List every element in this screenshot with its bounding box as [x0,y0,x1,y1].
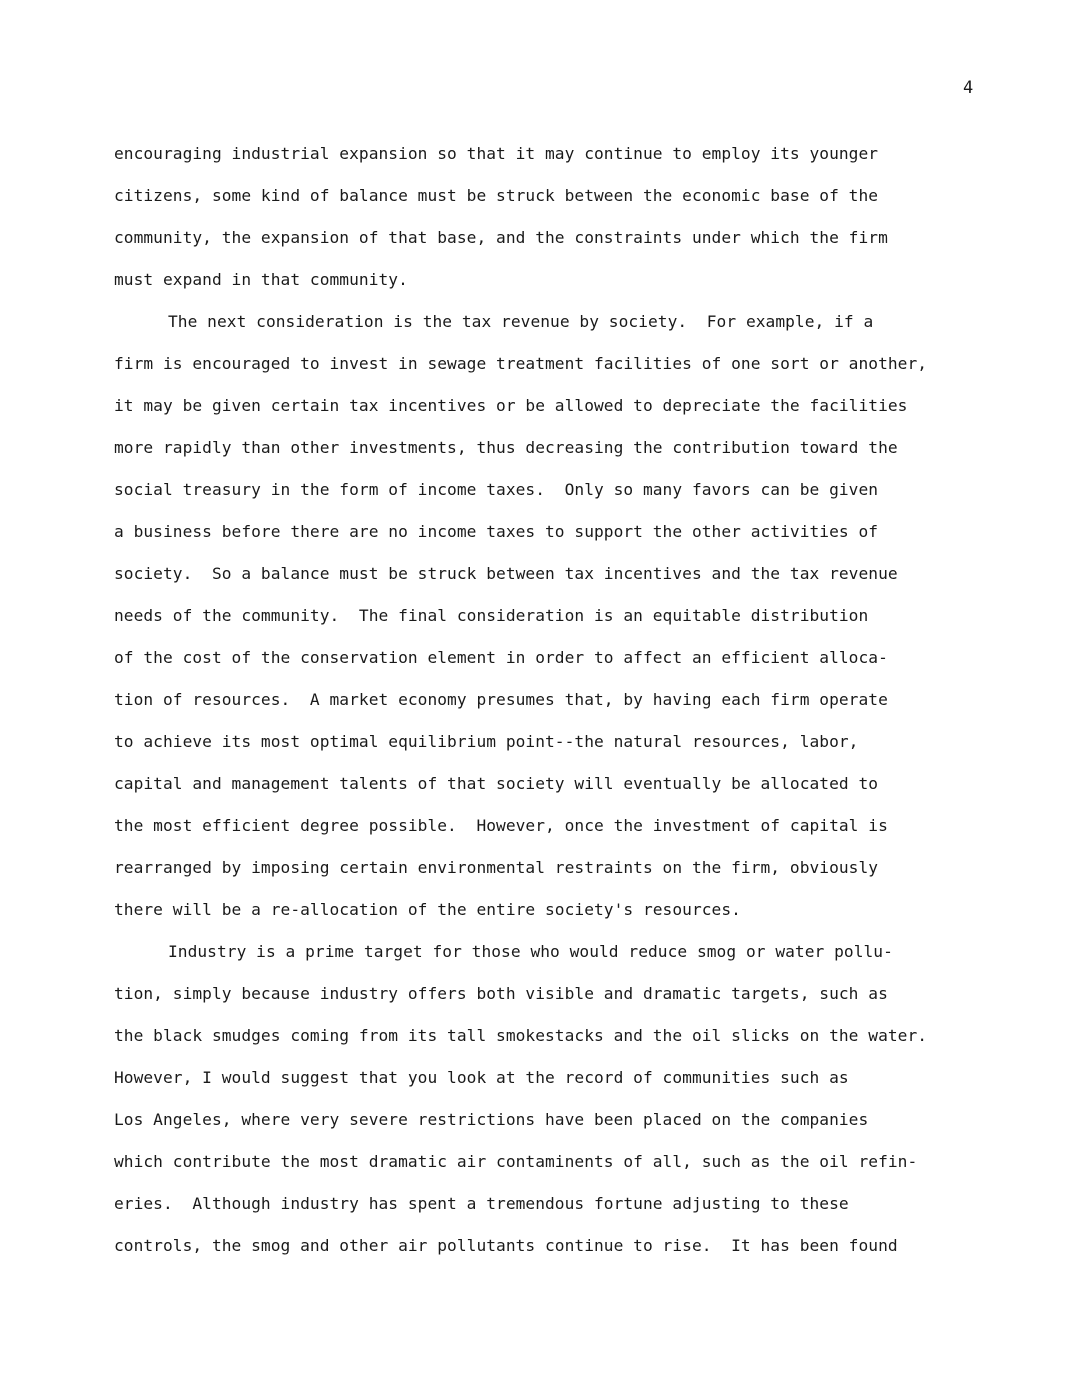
text-line: capital and management talents of that society will eventually be allocated to [114,774,879,793]
text-line: community, the expansion of that base, and the constraints under which the firm [114,228,888,247]
text-line: tion, simply because industry offers both visible and dramatic targets, such as [114,984,888,1003]
text-line: Los Angeles, where very severe restrictions have been placed on the companies [114,1110,869,1129]
text-line: there will be a re-allocation of the entire society's resources. [114,900,741,919]
text-line: controls, the smog and other air pollutants continue to rise. It has been found [114,1236,898,1255]
text-line: social treasury in the form of income taxes. Only so many favors can be given [114,480,879,499]
text-line: rearranged by imposing certain environmental restraints on the firm, obviously [114,858,879,877]
text-line: must expand in that community. [114,270,408,289]
text-line: The next consideration is the tax revenue by society. For example, if a [168,312,874,331]
text-line: needs of the community. The final consideration is an equitable distribution [114,606,869,625]
text-line: it may be given certain tax incentives or be allowed to depreciate the facilities [114,396,908,415]
text-line: firm is encouraged to invest in sewage treatment facilities of one sort or another, [114,354,928,373]
text-line: tion of resources. A market economy presumes that, by having each firm operate [114,690,888,709]
text-line: a business before there are no income taxes to support the other activities of [114,522,879,541]
text-line: However, I would suggest that you look at the record of communities such as [114,1068,849,1087]
text-line: of the cost of the conservation element in order to affect an efficient alloca- [114,648,888,667]
text-line: encouraging industrial expansion so that it may continue to employ its younger [114,144,879,163]
text-line: which contribute the most dramatic air contaminents of all, such as the oil refin- [114,1152,918,1171]
text-line: to achieve its most optimal equilibrium point--the natural resources, labor, [114,732,859,751]
page-number: 4 [963,78,974,98]
text-line: more rapidly than other investments, thus decreasing the contribution toward the [114,438,898,457]
text-line: the most efficient degree possible. However, once the investment of capital is [114,816,888,835]
body-text [114,142,1014,1276]
text-line: eries. Although industry has spent a tremendous fortune adjusting to these [114,1194,849,1213]
text-line: society. So a balance must be struck between tax incentives and the tax revenue [114,564,898,583]
text-line: the black smudges coming from its tall smokestacks and the oil slicks on the water. [114,1026,928,1045]
text-line: Industry is a prime target for those who would reduce smog or water pollu- [168,942,893,961]
text-line: citizens, some kind of balance must be struck between the economic base of the [114,186,879,205]
